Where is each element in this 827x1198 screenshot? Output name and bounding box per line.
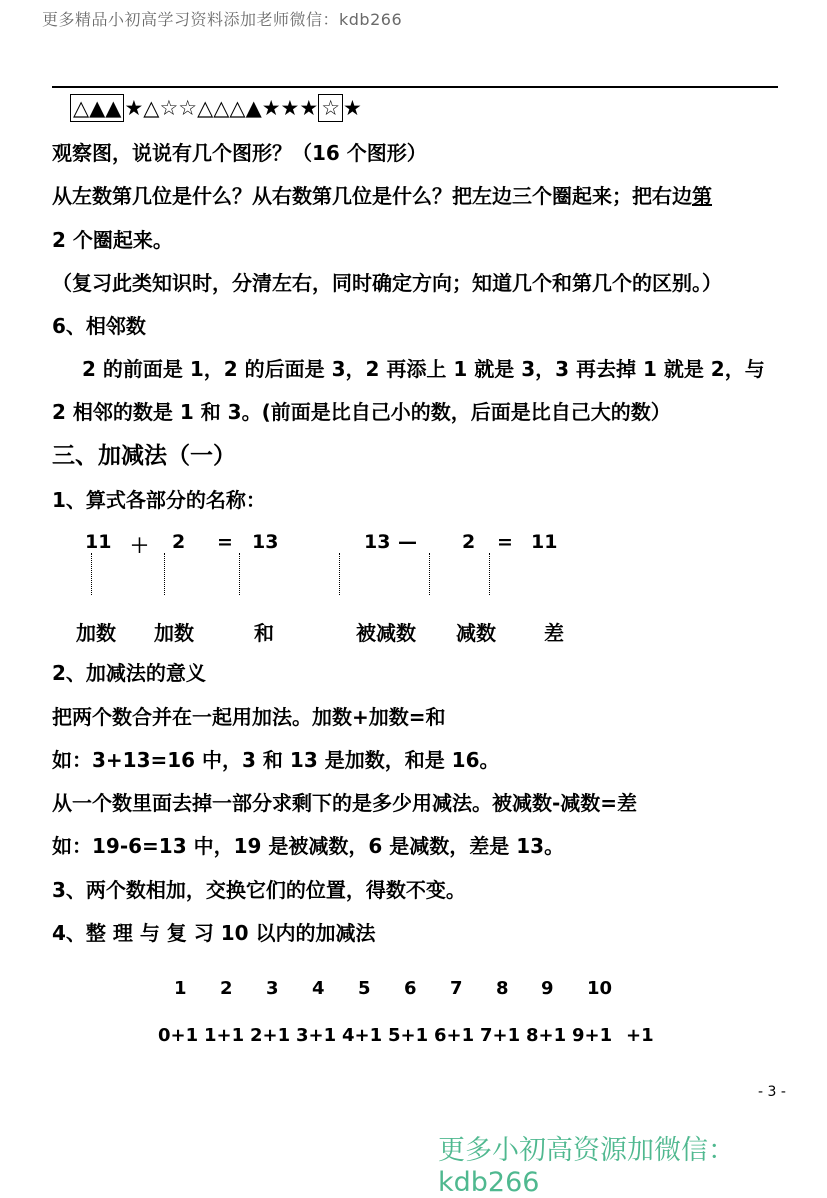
connector-line: [489, 553, 490, 595]
adjacent-text-2: 2 相邻的数是 1 和 3。(前面是比自己小的数，后面是比自己大的数）: [52, 400, 671, 424]
shape-symbol: ▲: [245, 96, 262, 120]
number-cell: 6: [404, 978, 417, 999]
number-cell: 3: [266, 978, 279, 999]
shape-symbol: △: [143, 96, 160, 120]
eq-minus: —: [398, 531, 417, 553]
review-note: （复习此类知识时，分清左右，同时确定方向；知道几个和第几个的区别。）: [52, 271, 722, 295]
expression-cell: 8+1: [526, 1025, 567, 1046]
connector-line: [339, 553, 340, 595]
expression-cell: 5+1: [388, 1025, 429, 1046]
number-cell: 9: [541, 978, 554, 999]
boxed-shape: ☆: [318, 94, 343, 122]
number-cell: 2: [220, 978, 233, 999]
shape-symbol: ★: [343, 96, 362, 120]
eq-addend-2: 2: [172, 531, 186, 553]
connector-line: [164, 553, 165, 595]
expression-cell: 3+1: [296, 1025, 337, 1046]
addition-example: 如：3+13=16 中，3 和 13 是加数，和是 16。: [52, 748, 500, 772]
connector-line: [239, 553, 240, 595]
subtraction-example: 如：19-6=13 中，19 是被减数，6 是减数，差是 13。: [52, 834, 565, 858]
section-title: 三、加减法（一）: [52, 443, 236, 469]
shape-symbol: ★: [299, 96, 319, 120]
subtraction-definition: 从一个数里面去掉一部分求剩下的是多少用减法。被减数-减数=差: [52, 791, 638, 815]
number-cell: 7: [450, 978, 463, 999]
eq-addend-1: 11: [85, 531, 112, 553]
addition-definition: 把两个数合并在一起用加法。加数+加数=和: [52, 705, 446, 729]
shape-symbol: ★: [124, 96, 144, 120]
meaning-title: 2、加减法的意义: [52, 661, 206, 685]
expression-cell: 2+1: [250, 1025, 291, 1046]
number-cell: 4: [312, 978, 325, 999]
name-addend-1: 加数: [76, 621, 116, 645]
expression-cell: 1+1: [204, 1025, 245, 1046]
header-watermark: 更多精品小初高学习资料添加老师微信：kdb266: [42, 10, 403, 29]
shape-symbol: △: [213, 96, 230, 120]
commutative-rule: 3、两个数相加，交换它们的位置，得数不变。: [52, 878, 466, 902]
expression-cell: +1: [626, 1025, 654, 1046]
expression-cell: 0+1: [158, 1025, 199, 1046]
eq-sum: 13: [252, 531, 279, 553]
shape-symbol: ★: [280, 96, 300, 120]
review-title: 4、整 理 与 复 习 10 以内的加减法: [52, 921, 376, 945]
left-right-question-tail: 第: [692, 184, 712, 208]
number-cell: 5: [358, 978, 371, 999]
shape-symbol: △: [229, 96, 246, 120]
left-right-question-cont: 2 个圈起来。: [52, 228, 173, 252]
eq-equals-1: =: [217, 531, 233, 553]
expression-cell: 9+1: [572, 1025, 613, 1046]
expression-cell: 7+1: [480, 1025, 521, 1046]
connector-line: [91, 553, 92, 595]
name-difference: 差: [544, 621, 564, 645]
name-subtrahend: 减数: [456, 621, 496, 645]
eq-minuend: 13: [364, 531, 391, 553]
parts-title: 1、算式各部分的名称：: [52, 488, 266, 512]
eq-subtrahend: 2: [462, 531, 476, 553]
eq-plus: ＋: [130, 535, 150, 557]
left-right-question: [52, 182, 712, 210]
boxed-shape: △▲▲: [70, 94, 124, 122]
eq-equals-2: =: [497, 531, 513, 553]
adjacent-title: 6、相邻数: [52, 314, 146, 338]
shape-symbol: ☆: [178, 96, 198, 120]
observe-question: 观察图，说说有几个图形？（16 个图形）: [52, 141, 427, 165]
number-cell: 8: [496, 978, 509, 999]
left-right-question-main: 从左数第几位是什么？从右数第几位是什么？把左边三个圈起来；把右边: [52, 184, 692, 208]
expression-cell: 6+1: [434, 1025, 475, 1046]
name-sum: 和: [254, 621, 274, 645]
top-rule: [52, 86, 778, 88]
shape-sequence: [70, 94, 362, 122]
number-cell: 10: [587, 978, 613, 999]
shape-symbol: ☆: [159, 96, 179, 120]
expression-cell: 4+1: [342, 1025, 383, 1046]
eq-difference: 11: [531, 531, 558, 553]
name-minuend: 被减数: [356, 621, 416, 645]
name-addend-2: 加数: [154, 621, 194, 645]
shape-symbol: △: [197, 96, 214, 120]
number-cell: 1: [174, 978, 187, 999]
footer-watermark: 更多小初高资源加微信：kdb266: [438, 1135, 735, 1198]
connector-line: [429, 553, 430, 595]
shape-symbol: ★: [261, 96, 281, 120]
page-number: - 3 -: [758, 1084, 786, 1100]
adjacent-text-1: 2 的前面是 1，2 的后面是 3，2 再添上 1 就是 3，3 再去掉 1 就是 2，与: [82, 357, 765, 381]
